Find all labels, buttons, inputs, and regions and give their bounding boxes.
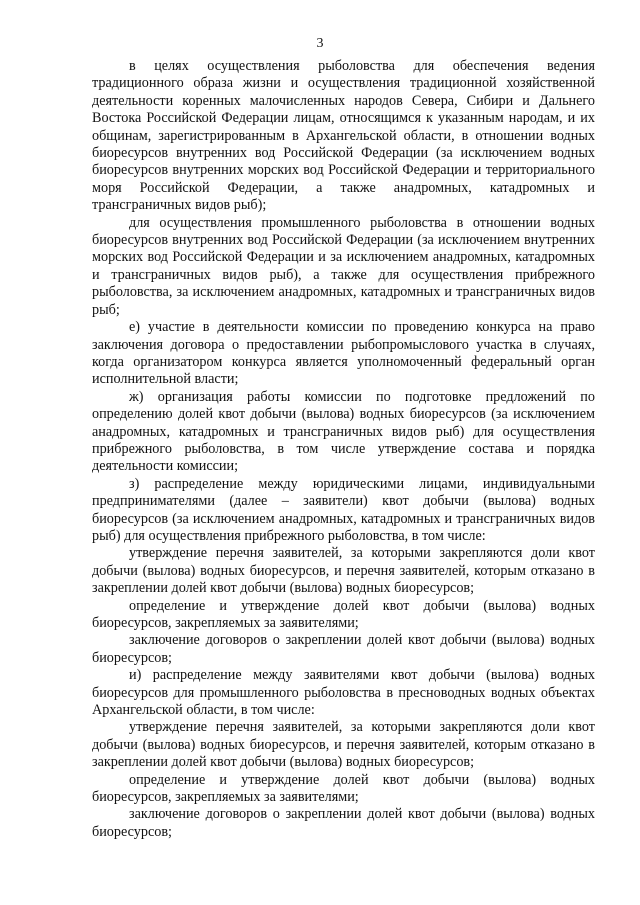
paragraph-item-z: з) распределение между юридическими лицами, индивидуальными предпринимателями (далее – заявители) квот добычи (вылова) водных биоресурсов (за исключением анадромных, катадромных и трансграничных видов рыб) для осуществления прибрежного рыболовства, в том числе: [92,475,595,544]
paragraph-industrial-fishing: для осуществления промышленного рыболовства в отношении водных биоресурсов внутренних вод Российской Федерации (за исключением внутренних морских вод Российской Федерации и за исключением анадромных, катадромных и трансграничных видов рыб), а также для осуществления прибрежного рыболовства, за исключением анадромных, катадромных и трансграничных видов рыб; [92,214,595,318]
paragraph-z-quota-shares: определение и утверждение долей квот добычи (вылова) водных биоресурсов, закрепляемых за заявителями; [92,597,595,631]
paragraph-z-approval-list: утверждение перечня заявителей, за которыми закрепляются доли квот добычи (вылова) водных биоресурсов, и перечня заявителей, которым отказано в закреплении долей квот добычи (вылова) водных биоресурсов; [92,545,595,597]
paragraph-i-quota-shares: определение и утверждение долей квот добычи (вылова) водных биоресурсов, закрепляемых за заявителями; [92,771,595,806]
page-number: 3 [316,36,324,51]
paragraph-i-approval-list: утверждение перечня заявителей, за которыми закрепляются доли квот добычи (вылова) водных биоресурсов, и перечня заявителей, которым отказано в закреплении долей квот добычи (вылова) водных биоресурсов; [92,719,595,771]
paragraph-item-e: е) участие в деятельности комиссии по проведению конкурса на право заключения договора о предоставлении рыбопромыслового участка в случаях, когда организатором конкурса является уполномоченный федеральный орган исполнительной власти; [92,319,595,388]
paragraph-z-contracts: заключение договоров о закреплении долей квот добычи (вылова) водных биоресурсов; [92,632,595,666]
paragraph-i-contracts: заключение договоров о закреплении долей квот добычи (вылова) водных биоресурсов; [92,806,595,840]
paragraph-traditional-fishing: в целях осуществления рыболовства для обеспечения ведения традиционного образа жизни и осуществления традиционной хозяйственной деятельности коренных малочисленных народов Севера, Сибири и Дальнего Востока Российской Федерации лицам, относящимся к указанным народам, и их общинам, зарегистрированным в Архангельской области, в отношении водных биоресурсов внутренних вод Российской Федерации (за исключением водных биоресурсов внутренних морских вод Российской Федерации и территориального моря Российской Федерации, а также анадромных, катадромных и трансграничных видов рыб); [92,58,595,214]
document-body [92,58,595,841]
paragraph-item-zh: ж) организация работы комиссии по подготовке предложений по определению долей квот добычи (вылова) водных биоресурсов (за исключением анадромных, катадромных и трансграничных видов рыб) для осуществления прибрежного рыболовства, в том числе утверждение состава и порядка деятельности комиссии; [92,388,595,475]
paragraph-item-i: и) распределение между заявителями квот добычи (вылова) водных биоресурсов для промышленного рыболовства в пресноводных водных объектах Архангельской области, в том числе: [92,667,595,719]
